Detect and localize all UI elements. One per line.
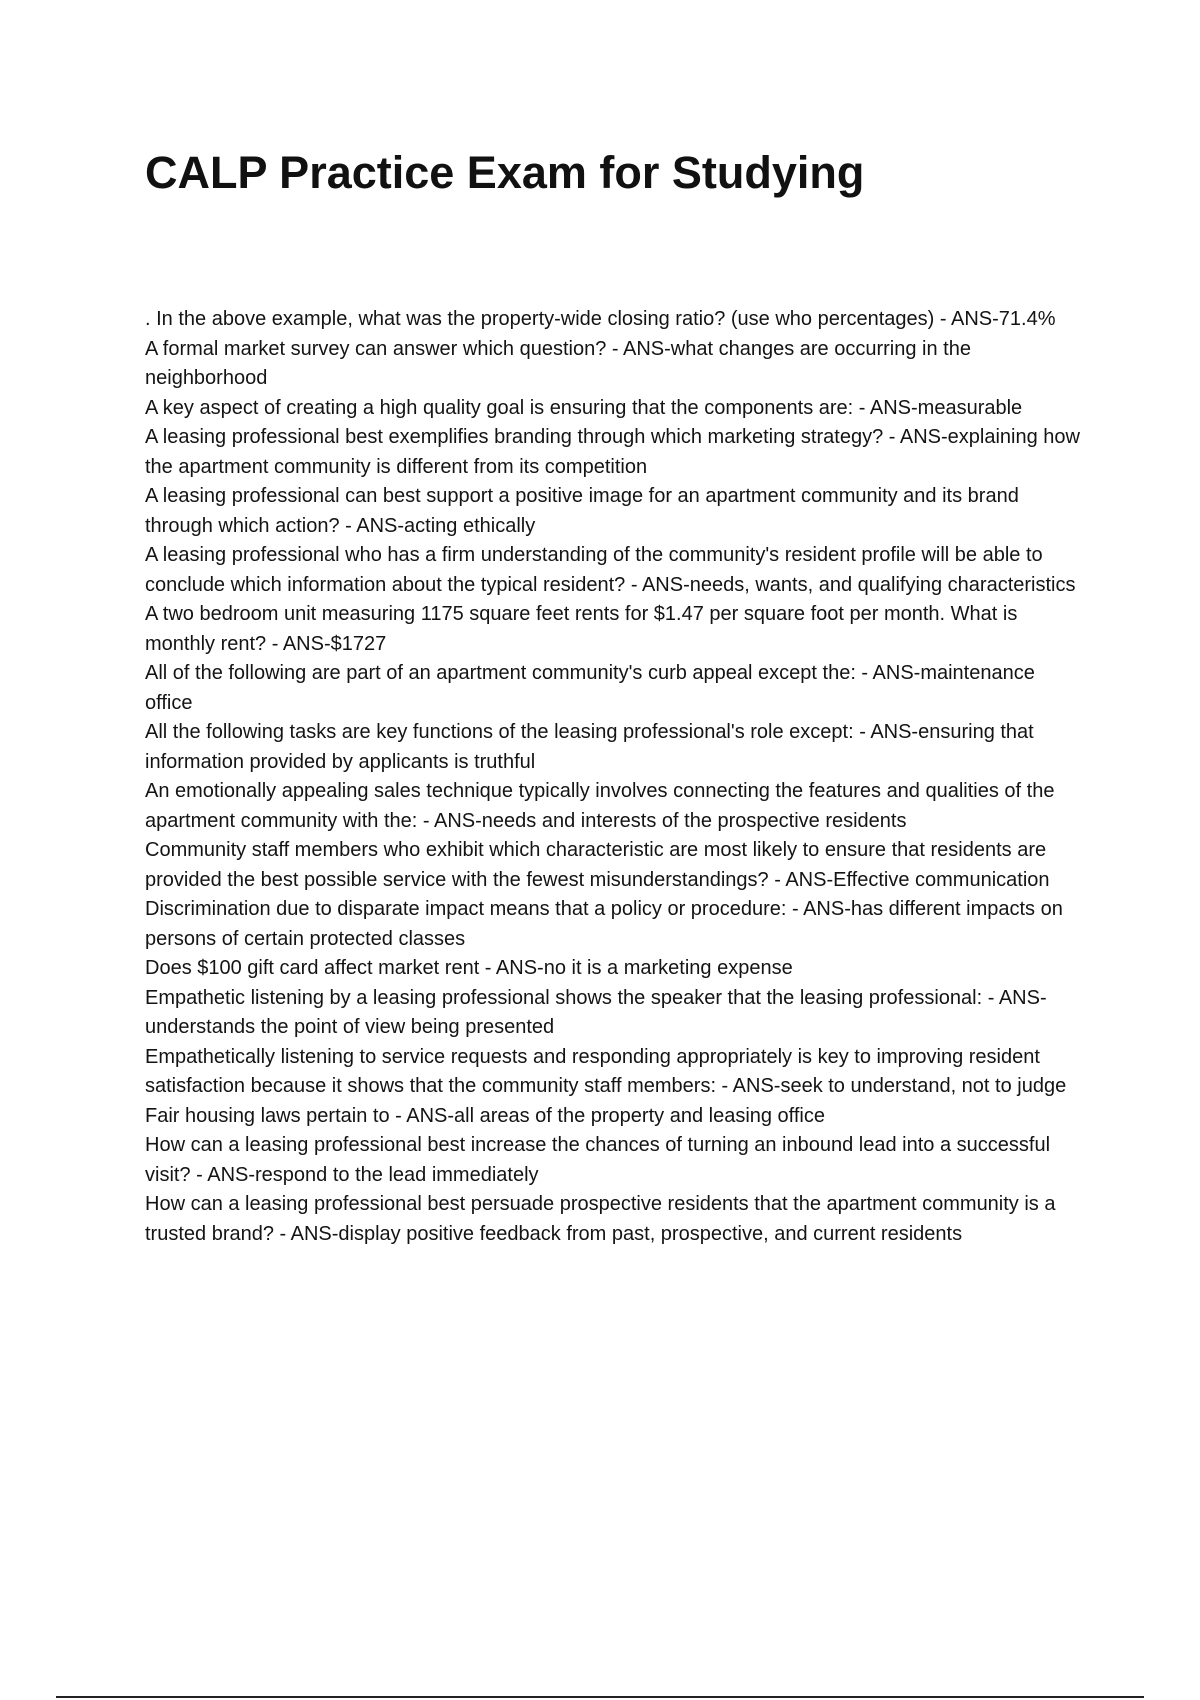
qa-item: How can a leasing professional best increase the chances of turning an inbound lead into a successful visit? - ANS-respond to the lead immediately	[145, 1134, 1051, 1186]
qa-item: All of the following are part of an apartment community's curb appeal except the: - ANS-maintenance office	[145, 662, 1035, 714]
qa-list	[145, 305, 1085, 1249]
page-title: CALP Practice Exam for Studying	[145, 147, 865, 198]
qa-item: A formal market survey can answer which question? - ANS-what changes are occurring in the neighborhood	[145, 337, 971, 389]
qa-item: A leasing professional best exemplifies branding through which marketing strategy? - ANS-explaining how the apartment community is different from its competition	[145, 426, 1080, 478]
qa-item: Does $100 gift card affect market rent - ANS-no it is a marketing expense	[145, 957, 793, 979]
qa-item: A leasing professional who has a firm understanding of the community's resident profile will be able to conclude which information about the typical resident? - ANS-needs, wants, and qualifying characteristics	[145, 544, 1076, 596]
qa-item: An emotionally appealing sales technique typically involves connecting the features and qualities of the apartment community with the: - ANS-needs and interests of the prospective residents	[145, 780, 1055, 832]
qa-item: Empathetic listening by a leasing professional shows the speaker that the leasing professional: - ANS-understands the point of view being presented	[145, 986, 1047, 1038]
qa-item: How can a leasing professional best persuade prospective residents that the apartment community is a trusted brand? - ANS-display positive feedback from past, prospective, and current residents	[145, 1193, 1056, 1245]
qa-item: Community staff members who exhibit which characteristic are most likely to ensure that residents are provided the best possible service with the fewest misunderstandings? - ANS-Effective communication	[145, 839, 1050, 891]
qa-item: A two bedroom unit measuring 1175 square feet rents for $1.47 per square foot per month. What is monthly rent? - ANS-$1727	[145, 603, 1018, 655]
qa-item: Empathetically listening to service requests and responding appropriately is key to improving resident satisfaction because it shows that the community staff members: - ANS-seek to understand, not to judge	[145, 1045, 1067, 1097]
qa-item: All the following tasks are key functions of the leasing professional's role except: - ANS-ensuring that information provided by applicants is truthful	[145, 721, 1034, 773]
qa-item: A leasing professional can best support a positive image for an apartment community and its brand through which action? - ANS-acting ethically	[145, 485, 1019, 537]
qa-item: Discrimination due to disparate impact means that a policy or procedure: - ANS-has different impacts on persons of certain protected classes	[145, 898, 1063, 950]
qa-item: Fair housing laws pertain to - ANS-all areas of the property and leasing office	[145, 1104, 825, 1127]
qa-item: . In the above example, what was the property-wide closing ratio? (use who percentages) - ANS-71.4%	[145, 308, 1056, 330]
page-divider	[56, 1696, 1144, 1698]
qa-item: A key aspect of creating a high quality goal is ensuring that the components are: - ANS-measurable	[145, 396, 1023, 419]
